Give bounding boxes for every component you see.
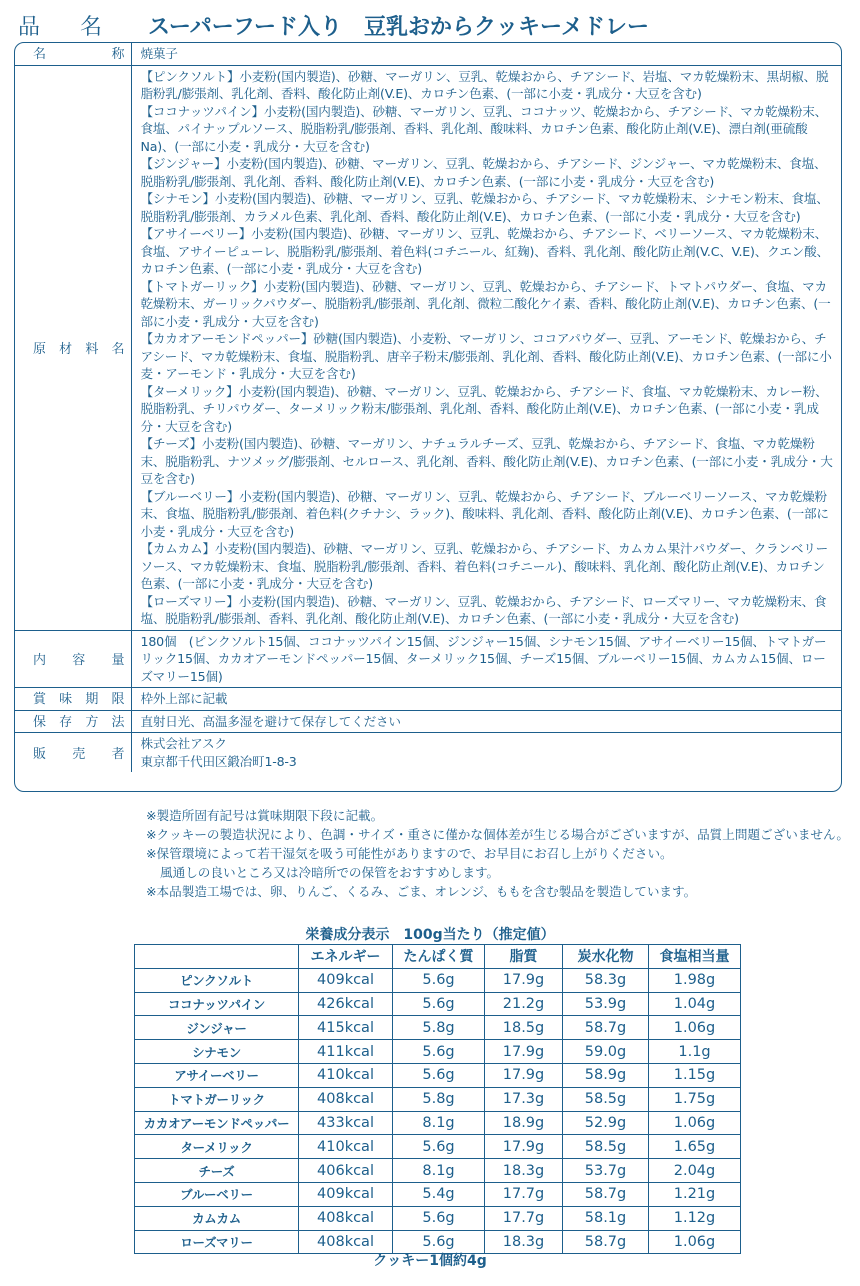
notes-block [146,806,849,901]
ingredient-item: 【ジンジャー】小麦粉(国内製造)、砂糖、マーガリン、豆乳、乾燥おから、チアシード、ジンジャー、マカ乾燥粉末、食塩、脱脂粉乳/膨張剤、乳化剤、香料、酸化防止剤(V.E)、カロチン色素、(一部に小麦・乳成分・大豆を含む) [140,156,827,189]
nutrition-value: 58.1g [563,1206,649,1230]
ingredient-item: 【ターメリック】小麦粉(国内製造)、砂糖、マーガリン、豆乳、乾燥おから、チアシード、食塩、マカ乾燥粉末、カレー粉、脱脂粉乳、チリパウダー、ターメリック粉末/膨張剤、乳化剤、香料、酸化防止剤(V.E)、カロチン色素、(一部に小麦・乳成分・大豆を含む) [140,383,828,434]
seller-label: 販売者 [15,733,131,773]
row-ingredients [15,65,841,630]
product-variant-name: チーズ [135,1159,299,1183]
table-row [135,1111,741,1135]
nutrition-value: 1.04g [649,992,741,1016]
nutrition-value: 408kcal [299,1230,393,1254]
nutrition-value: 58.7g [563,1230,649,1254]
nutrition-value: 1.06g [649,1016,741,1040]
storage-label: 保存方法 [15,710,131,733]
product-name-label: 品名 [18,15,143,40]
nutrition-value: 409kcal [299,968,393,992]
note-line: ※製造所固有記号は賞味期限下段に記載。 [146,808,384,823]
nutrition-value: 58.9g [563,1063,649,1087]
nutrition-value: 17.9g [485,1040,563,1064]
nutrition-value: 426kcal [299,992,393,1016]
ingredient-item: 【ココナッツパイン】小麦粉(国内製造)、砂糖、マーガリン、豆乳、ココナッツ、乾燥おから、チアシード、マカ乾燥粉末、食塩、パイナップルソース、脱脂粉乳/膨張剤、香料、乳化剤、酸味料、カロチン色素、酸化防止剤(V.E)、漂白剤(亜硫酸Na)、(一部に小麦・乳成分・大豆を含む) [140,103,828,154]
name-label: 名称 [15,43,131,65]
table-row [135,1182,741,1206]
table-row [135,992,741,1016]
product-variant-name: アサイーベリー [135,1063,299,1087]
row-storage [15,710,841,733]
seller-address: 東京都千代田区鍛冶町1-8-3 [140,753,297,769]
nutrition-value: 409kcal [299,1182,393,1206]
nutrition-value: 433kcal [299,1111,393,1135]
nutrition-value: 21.2g [485,992,563,1016]
product-variant-name: カムカム [135,1206,299,1230]
storage-value: 直射日光、高温多湿を避けて保存してください [131,710,841,733]
nutrition-value: 17.9g [485,1135,563,1159]
product-variant-name: ジンジャー [135,1016,299,1040]
nutrition-header-cell: たんぱく質 [393,945,485,969]
nutrition-value: 406kcal [299,1159,393,1183]
product-variant-name: カカオアーモンドペッパー [135,1111,299,1135]
note-line: 風通しの良いところ又は冷暗所での保管をおすすめします。 [160,865,500,880]
expiry-value: 枠外上部に記載 [131,688,841,711]
table-row [135,1206,741,1230]
nutrition-value: 1.06g [649,1111,741,1135]
nutrition-value: 58.5g [563,1087,649,1111]
seller-value [131,733,841,773]
ingredient-item: 【チーズ】小麦粉(国内製造)、砂糖、マーガリン、ナチュラルチーズ、豆乳、乾燥おから、チアシード、食塩、マカ乾燥粉末、脱脂粉乳、ナツメッグ/膨張剤、セルロース、乳化剤、香料、酸化防止剤(V.E)、カロチン色素、(一部に小麦・乳成分・大豆を含む) [140,436,833,486]
ingredient-item: 【アサイーベリー】小麦粉(国内製造)、砂糖、マーガリン、豆乳、乾燥おから、チアシード、ベリーソース、マカ乾燥粉末、食塩、アサイーピューレ、脱脂粉乳/膨張剤、着色料(コチニール、紅麹)、香料、乳化剤、酸化防止剤(V.C、V.E)、クエン酸、カロチン色素、(一部に小麦・乳成分・大豆を含む) [140,226,829,276]
cookie-weight-note: クッキー1個約4g [373,1253,487,1269]
nutrition-value: 58.5g [563,1135,649,1159]
note-line: ※クッキーの製造状況により、色調・サイズ・重さに僅かな個体差が生じる場合がございますが、品質上問題ございません。 [146,827,849,842]
nutrition-value: 5.6g [393,968,485,992]
nutrition-value: 5.6g [393,1230,485,1254]
nutrition-value: 408kcal [299,1206,393,1230]
nutrition-value: 410kcal [299,1135,393,1159]
nutrition-value: 52.9g [563,1111,649,1135]
nutrition-value: 17.9g [485,1063,563,1087]
nutrition-value: 1.65g [649,1135,741,1159]
nutrition-body [135,968,741,1254]
nutrition-value: 5.6g [393,1206,485,1230]
nutrition-value: 1.12g [649,1206,741,1230]
nutrition-value: 18.3g [485,1159,563,1183]
contents-value: 180個 (ピンクソルト15個、ココナッツパイン15個、ジンジャー15個、シナモン15個、アサイーベリー15個、トマトガーリック15個、カカオアーモンドペッパー15個、ターメリック15個、チーズ15個、ブルーベリー15個、カムカム15個、ローズマリー15個) [131,630,841,688]
nutrition-value: 58.3g [563,968,649,992]
seller-name: 株式会社アスク [140,736,227,751]
product-variant-name: ターメリック [135,1135,299,1159]
nutrition-value: 8.1g [393,1159,485,1183]
table-row [135,1135,741,1159]
note-line: ※保管環境によって若干湿気を吸う可能性がありますので、お早目にお召し上がりください。 [146,846,673,861]
nutrition-value: 1.06g [649,1230,741,1254]
nutrition-header-cell: 食塩相当量 [649,945,741,969]
nutrition-value: 410kcal [299,1063,393,1087]
nutrition-value: 5.6g [393,1040,485,1064]
table-row [135,1087,741,1111]
nutrition-value: 17.7g [485,1206,563,1230]
nutrition-value: 5.6g [393,1135,485,1159]
nutrition-value: 415kcal [299,1016,393,1040]
nutrition-header-cell: 脂質 [485,945,563,969]
ingredient-item: 【ローズマリー】小麦粉(国内製造)、砂糖、マーガリン、豆乳、乾燥おから、チアシード、ローズマリー、マカ乾燥粉末、食塩、脱脂粉乳/膨張剤、香料、乳化剤、酸化防止剤(V.E)、カロチン色素、(一部に小麦・乳成分・大豆を含む) [140,593,827,626]
nutrition-value: 17.7g [485,1182,563,1206]
nutrition-value: 58.7g [563,1182,649,1206]
ingredient-item: 【シナモン】小麦粉(国内製造)、砂糖、マーガリン、豆乳、乾燥おから、チアシード、マカ乾燥粉末、シナモン粉末、食塩、脱脂粉乳/膨張剤、カラメル色素、乳化剤、香料、酸化防止剤(V.E)、カロチン色素、(一部に小麦・乳成分・大豆を含む) [140,191,829,224]
row-expiry [15,688,841,711]
nutrition-value: 1.21g [649,1182,741,1206]
nutrition-header-cell: 炭水化物 [563,945,649,969]
product-variant-name: シナモン [135,1040,299,1064]
table-row [135,1159,741,1183]
contents-label: 内容量 [15,630,131,688]
nutrition-value: 5.4g [393,1182,485,1206]
nutrition-header-cell: エネルギー [299,945,393,969]
nutrition-value: 59.0g [563,1040,649,1064]
ingredients-label: 原材料名 [15,65,131,630]
nutrition-value: 8.1g [393,1111,485,1135]
table-row [135,1063,741,1087]
expiry-label: 賞味期限 [15,688,131,711]
nutrition-value: 5.6g [393,1063,485,1087]
nutrition-value: 2.04g [649,1159,741,1183]
nutrition-value: 1.15g [649,1063,741,1087]
nutrition-value: 1.98g [649,968,741,992]
nutrition-value: 408kcal [299,1087,393,1111]
row-name [15,43,841,65]
nutrition-value: 5.6g [393,992,485,1016]
row-seller [15,733,841,773]
ingredient-item: 【ピンクソルト】小麦粉(国内製造)、砂糖、マーガリン、豆乳、乾燥おから、チアシード、岩塩、マカ乾燥粉末、黒胡椒、脱脂粉乳/膨張剤、乳化剤、香料、酸化防止剤(V.E)、カロチン色素、(一部に小麦・乳成分・大豆を含む) [140,68,829,101]
note-line: ※本品製造工場では、卵、りんご、くるみ、ごま、オレンジ、ももを含む製品を製造しています。 [146,884,697,899]
table-row [135,968,741,992]
nutrition-value: 17.9g [485,968,563,992]
product-variant-name: ブルーベリー [135,1182,299,1206]
ingredient-item: 【カムカム】小麦粉(国内製造)、砂糖、マーガリン、豆乳、乾燥おから、チアシード、カムカム果汁パウダー、クランベリーソース、マカ乾燥粉末、食塩、脱脂粉乳/膨張剤、香料、着色料(コチニール)、酸味料、乳化剤、酸化防止剤(V.E)、カロチン色素、(一部に小麦・乳成分・大豆を含む) [140,541,829,591]
nutrition-value: 18.3g [485,1230,563,1254]
nutrition-value: 53.9g [563,992,649,1016]
label-table-box [14,42,842,792]
nutrition-value: 58.7g [563,1016,649,1040]
nutrition-header-row [135,945,741,969]
product-variant-name: ピンクソルト [135,968,299,992]
ingredient-item: 【トマトガーリック】小麦粉(国内製造)、砂糖、マーガリン、豆乳、乾燥おから、チアシード、トマトパウダー、食塩、マカ乾燥粉末、ガーリックパウダー、脱脂粉乳/膨張剤、乳化剤、微粒二酸化ケイ素、香料、酸化防止剤(V.E)、カロチン色素、(一部に小麦・乳成分・大豆を含む) [140,278,831,329]
nutrition-title: 栄養成分表示 100g当たり（推定値） [305,927,555,943]
row-contents [15,630,841,688]
spec-table [15,43,841,772]
nutrition-value: 53.7g [563,1159,649,1183]
nutrition-value: 1.75g [649,1087,741,1111]
nutrition-value: 5.8g [393,1016,485,1040]
product-title-row [18,8,848,38]
table-row [135,1016,741,1040]
product-variant-name: ローズマリー [135,1230,299,1254]
nutrition-value: 5.8g [393,1087,485,1111]
product-variant-name: トマトガーリック [135,1087,299,1111]
ingredient-item: 【ブルーベリー】小麦粉(国内製造)、砂糖、マーガリン、豆乳、乾燥おから、チアシード、ブルーベリーソース、マカ乾燥粉末、食塩、脱脂粉乳/膨張剤、着色料(クチナシ、ラック)、酸味料、乳化剤、香料、酸化防止剤(V.E)、カロチン色素、(一部に小麦・乳成分・大豆を含む) [140,488,829,539]
nutrition-value: 1.1g [649,1040,741,1064]
product-variant-name: ココナッツパイン [135,992,299,1016]
ingredients-value [131,65,841,630]
nutrition-header-cell [135,945,299,969]
ingredient-item: 【カカオアーモンドペッパー】砂糖(国内製造)、小麦粉、マーガリン、ココアパウダー、豆乳、アーモンド、乾燥おから、チアシード、マカ乾燥粉末、食塩、脱脂粉乳、唐辛子粉末/膨張剤、乳化剤、香料、酸化防止剤(V.E)、カロチン色素、(一部に小麦・アーモンド・乳成分・大豆を含む) [140,331,832,381]
nutrition-value: 18.5g [485,1016,563,1040]
nutrition-value: 18.9g [485,1111,563,1135]
nutrition-value: 17.3g [485,1087,563,1111]
product-name: スーパーフード入り 豆乳おからクッキーメドレー [148,15,649,40]
nutrition-value: 411kcal [299,1040,393,1064]
name-value: 焼菓子 [131,43,841,65]
nutrition-table [134,944,741,1254]
table-row [135,1040,741,1064]
